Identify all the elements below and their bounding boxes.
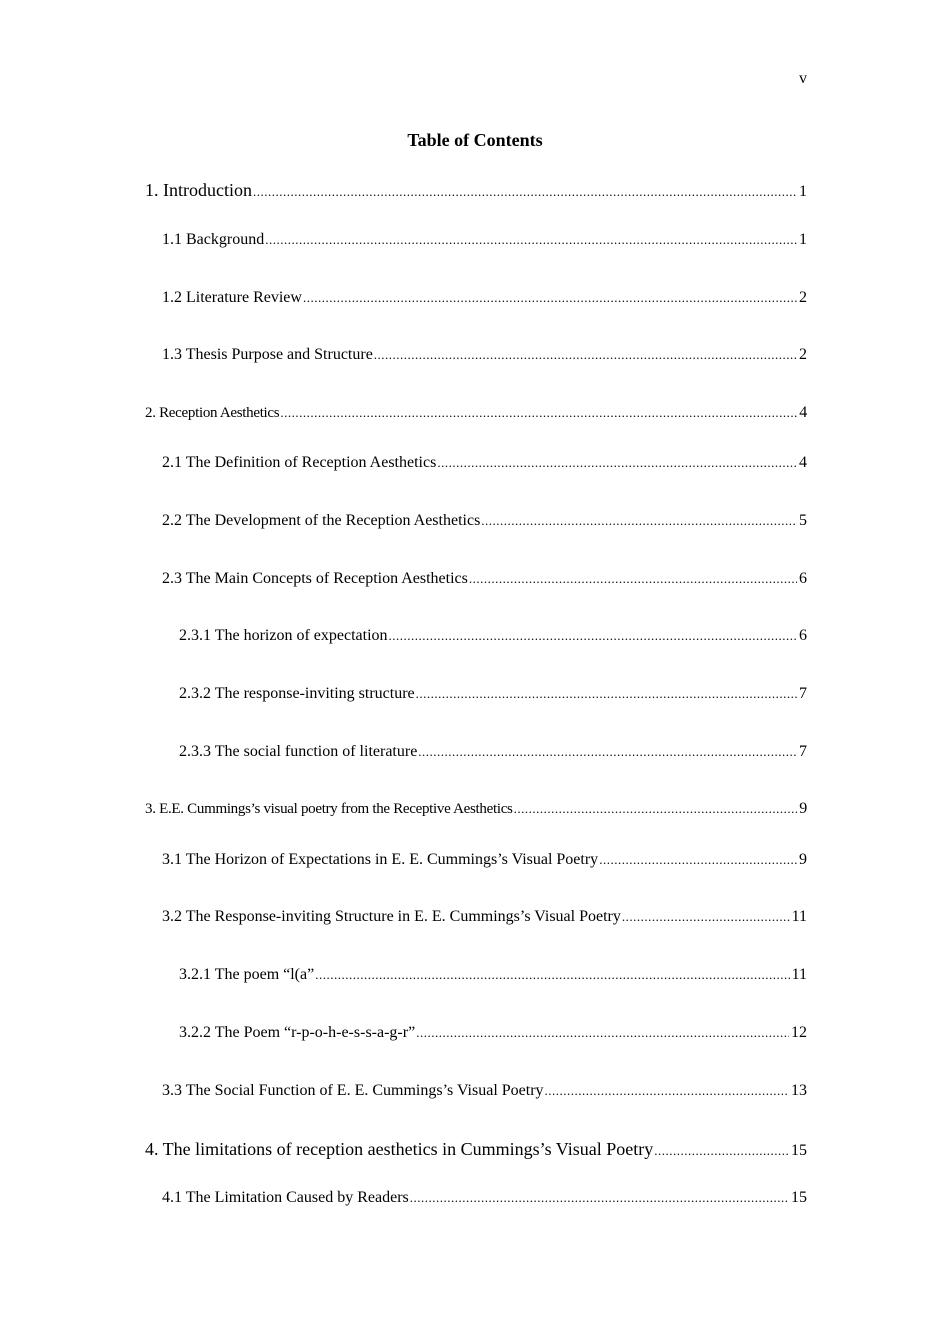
toc-entry-page: 7 bbox=[799, 743, 807, 760]
toc-entry-label: 3.2 The Response-inviting Structure in E. E. Cummings’s Visual Poetry bbox=[162, 908, 621, 925]
toc-leader-dots bbox=[253, 180, 797, 204]
toc-entry-1-3[interactable] bbox=[162, 343, 807, 367]
toc-entry-page: 5 bbox=[799, 512, 807, 529]
toc-leader-dots bbox=[622, 905, 790, 929]
toc-leader-dots bbox=[514, 797, 798, 821]
toc-entry-2-3-3[interactable] bbox=[179, 740, 807, 764]
toc-entry-page: 11 bbox=[791, 966, 807, 983]
toc-entry-label: 1.2 Literature Review bbox=[162, 289, 302, 306]
toc-leader-dots bbox=[265, 228, 797, 252]
toc-entry-label: 2.2 The Development of the Reception Aesthetics bbox=[162, 512, 481, 529]
toc-entry-label: 1.1 Background bbox=[162, 231, 265, 248]
toc-leader-dots bbox=[315, 963, 789, 987]
toc-leader-dots bbox=[545, 1079, 789, 1103]
toc-entry-page: 7 bbox=[799, 685, 807, 702]
toc-entry-2-3-1[interactable] bbox=[179, 624, 807, 648]
toc-leader-dots bbox=[416, 1021, 789, 1045]
toc-entry-label: 3. E.E. Cummings’s visual poetry from the Receptive Aesthetics bbox=[145, 801, 513, 817]
toc-entry-label: 2.3 The Main Concepts of Reception Aesthetics bbox=[162, 570, 468, 587]
toc-entry-1[interactable] bbox=[145, 178, 807, 202]
toc-leader-dots bbox=[303, 286, 797, 310]
toc-leader-dots bbox=[410, 1186, 789, 1210]
toc-leader-dots bbox=[481, 509, 797, 533]
toc-entry-page: 4 bbox=[799, 454, 807, 471]
toc-title: Table of Contents bbox=[407, 130, 543, 150]
toc-entry-page: 9 bbox=[799, 800, 807, 817]
toc-entry-page: 9 bbox=[799, 851, 807, 868]
toc-entry-3-1[interactable] bbox=[162, 848, 807, 872]
toc-entry-label: 3.3 The Social Function of E. E. Cummings’s Visual Poetry bbox=[162, 1082, 544, 1099]
toc-entry-label: 2.3.1 The horizon of expectation bbox=[179, 627, 388, 644]
toc-entry-page: 6 bbox=[799, 570, 807, 587]
toc-entry-page: 2 bbox=[799, 289, 807, 306]
toc-entry-label: 4.1 The Limitation Caused by Readers bbox=[162, 1189, 409, 1206]
toc-entry-4[interactable] bbox=[145, 1137, 807, 1161]
toc-leader-dots bbox=[469, 567, 797, 591]
toc-entry-label: 1. Introduction bbox=[145, 180, 252, 200]
toc-entry-page: 1 bbox=[799, 231, 807, 248]
toc-entry-2-3[interactable] bbox=[162, 567, 807, 591]
toc-entry-2-2[interactable] bbox=[162, 509, 807, 533]
toc-leader-dots bbox=[418, 740, 797, 764]
toc-entry-page: 12 bbox=[791, 1024, 807, 1041]
toc-entry-3-2-2[interactable] bbox=[179, 1021, 807, 1045]
toc-entry-label: 3.2.2 The Poem “r-p-o-h-e-s-s-a-g-r” bbox=[179, 1024, 416, 1041]
toc-entry-page: 4 bbox=[799, 404, 807, 421]
toc-entry-4-1[interactable] bbox=[162, 1186, 807, 1210]
toc-entry-label: 3.2.1 The poem “l(a” bbox=[179, 966, 315, 983]
toc-entry-page: 15 bbox=[791, 1189, 807, 1206]
toc-entry-label: 2.1 The Definition of Reception Aesthetics bbox=[162, 454, 437, 471]
toc-entry-label: 2.3.2 The response-inviting structure bbox=[179, 685, 415, 702]
toc-entry-2-3-2[interactable] bbox=[179, 682, 807, 706]
toc-entry-3-2[interactable] bbox=[162, 905, 807, 929]
toc-entry-page: 2 bbox=[799, 346, 807, 363]
toc-entry-label: 2.3.3 The social function of literature bbox=[179, 743, 418, 760]
toc-entry-3[interactable] bbox=[145, 797, 807, 821]
toc-entry-2[interactable] bbox=[145, 401, 807, 425]
toc-entry-label: 2. Reception Aesthetics bbox=[145, 405, 280, 421]
toc-entry-page: 13 bbox=[791, 1082, 807, 1099]
toc-leader-dots bbox=[389, 624, 797, 648]
toc-entry-label: 1.3 Thesis Purpose and Structure bbox=[162, 346, 373, 363]
toc-entry-3-3[interactable] bbox=[162, 1079, 807, 1103]
toc-entry-1-1[interactable] bbox=[162, 228, 807, 252]
toc-entry-page: 15 bbox=[791, 1142, 807, 1159]
toc-leader-dots bbox=[437, 451, 797, 475]
toc-leader-dots bbox=[416, 682, 797, 706]
toc-entry-3-2-1[interactable] bbox=[179, 963, 807, 987]
toc-leader-dots bbox=[599, 848, 797, 872]
toc-entry-label: 4. The limitations of reception aesthetics in Cummings’s Visual Poetry bbox=[145, 1139, 654, 1159]
toc-leader-dots bbox=[280, 401, 797, 425]
toc-entry-2-1[interactable] bbox=[162, 451, 807, 475]
toc-leader-dots bbox=[374, 343, 797, 367]
toc-entry-label: 3.1 The Horizon of Expectations in E. E. Cummings’s Visual Poetry bbox=[162, 851, 599, 868]
toc-entry-1-2[interactable] bbox=[162, 286, 807, 310]
toc-entry-page: 11 bbox=[791, 908, 807, 925]
page-number: v bbox=[799, 70, 807, 87]
toc-entry-page: 6 bbox=[799, 627, 807, 644]
toc-leader-dots bbox=[654, 1139, 789, 1163]
toc-entry-page: 1 bbox=[799, 183, 807, 200]
